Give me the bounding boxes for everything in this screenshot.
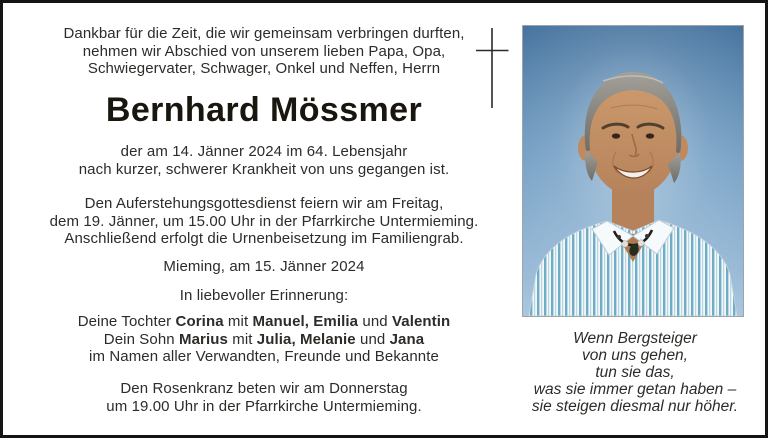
death-line: nach kurzer, schwerer Krankheit von uns gegangen ist. [78,160,450,178]
rosary-line: um 19.00 Uhr in der Pfarrkirche Untermieming. [106,397,422,415]
family-list [23,313,505,366]
service-info [23,195,505,248]
portrait-photo [523,26,743,316]
rosary-line: Den Rosenkranz beten wir am Donnerstag [120,380,408,397]
service-line: Den Auferstehungsgottesdienst feiern wir am Freitag, [84,195,444,212]
service-line: Anschließend erfolgt die Urnenbeisetzung im Familiengrab. [64,230,464,247]
memorial-quote [519,330,751,415]
intro-line: Dankbar für die Zeit, die wir gemeinsam verbringen durften, [63,25,465,42]
service-line: dem 19. Jänner, um 15.00 Uhr in der Pfarrkirche Untermieming. [49,212,479,230]
intro-line: Schwiegervater, Schwager, Onkel und Neffen, Herrn [87,60,441,77]
quote-line: Wenn Bergsteiger [573,330,697,347]
portrait-illustration [523,26,743,316]
deceased-name: Bernhard Mössmer [105,91,423,129]
death-line: der am 14. Jänner 2024 im 64. Lebensjahr [120,143,408,160]
quote-line: sie steigen diesmal nur höher. [531,398,739,415]
quote-line: was sie immer getan haben – [533,381,737,398]
dateline: Mieming, am 15. Jänner 2024 [163,258,365,275]
remembrance-heading: In liebevoller Erinnerung: [179,287,349,304]
intro-text [23,25,505,78]
rosary-info [23,380,505,415]
family-line: Dein Sohn Marius mit Julia, Melanie und Jana [103,330,425,348]
quote-line: tun sie das, [595,364,675,381]
intro-line: nehmen wir Abschied von unserem lieben Papa, Opa, [82,42,446,60]
family-line: Deine Tochter Corina mit Manuel, Emilia und Valentin [77,313,451,330]
cross-icon [473,24,511,112]
family-line: im Namen aller Verwandten, Freunde und Bekannte [89,348,439,365]
quote-line: von uns gehen, [581,347,688,364]
death-info [23,143,505,178]
